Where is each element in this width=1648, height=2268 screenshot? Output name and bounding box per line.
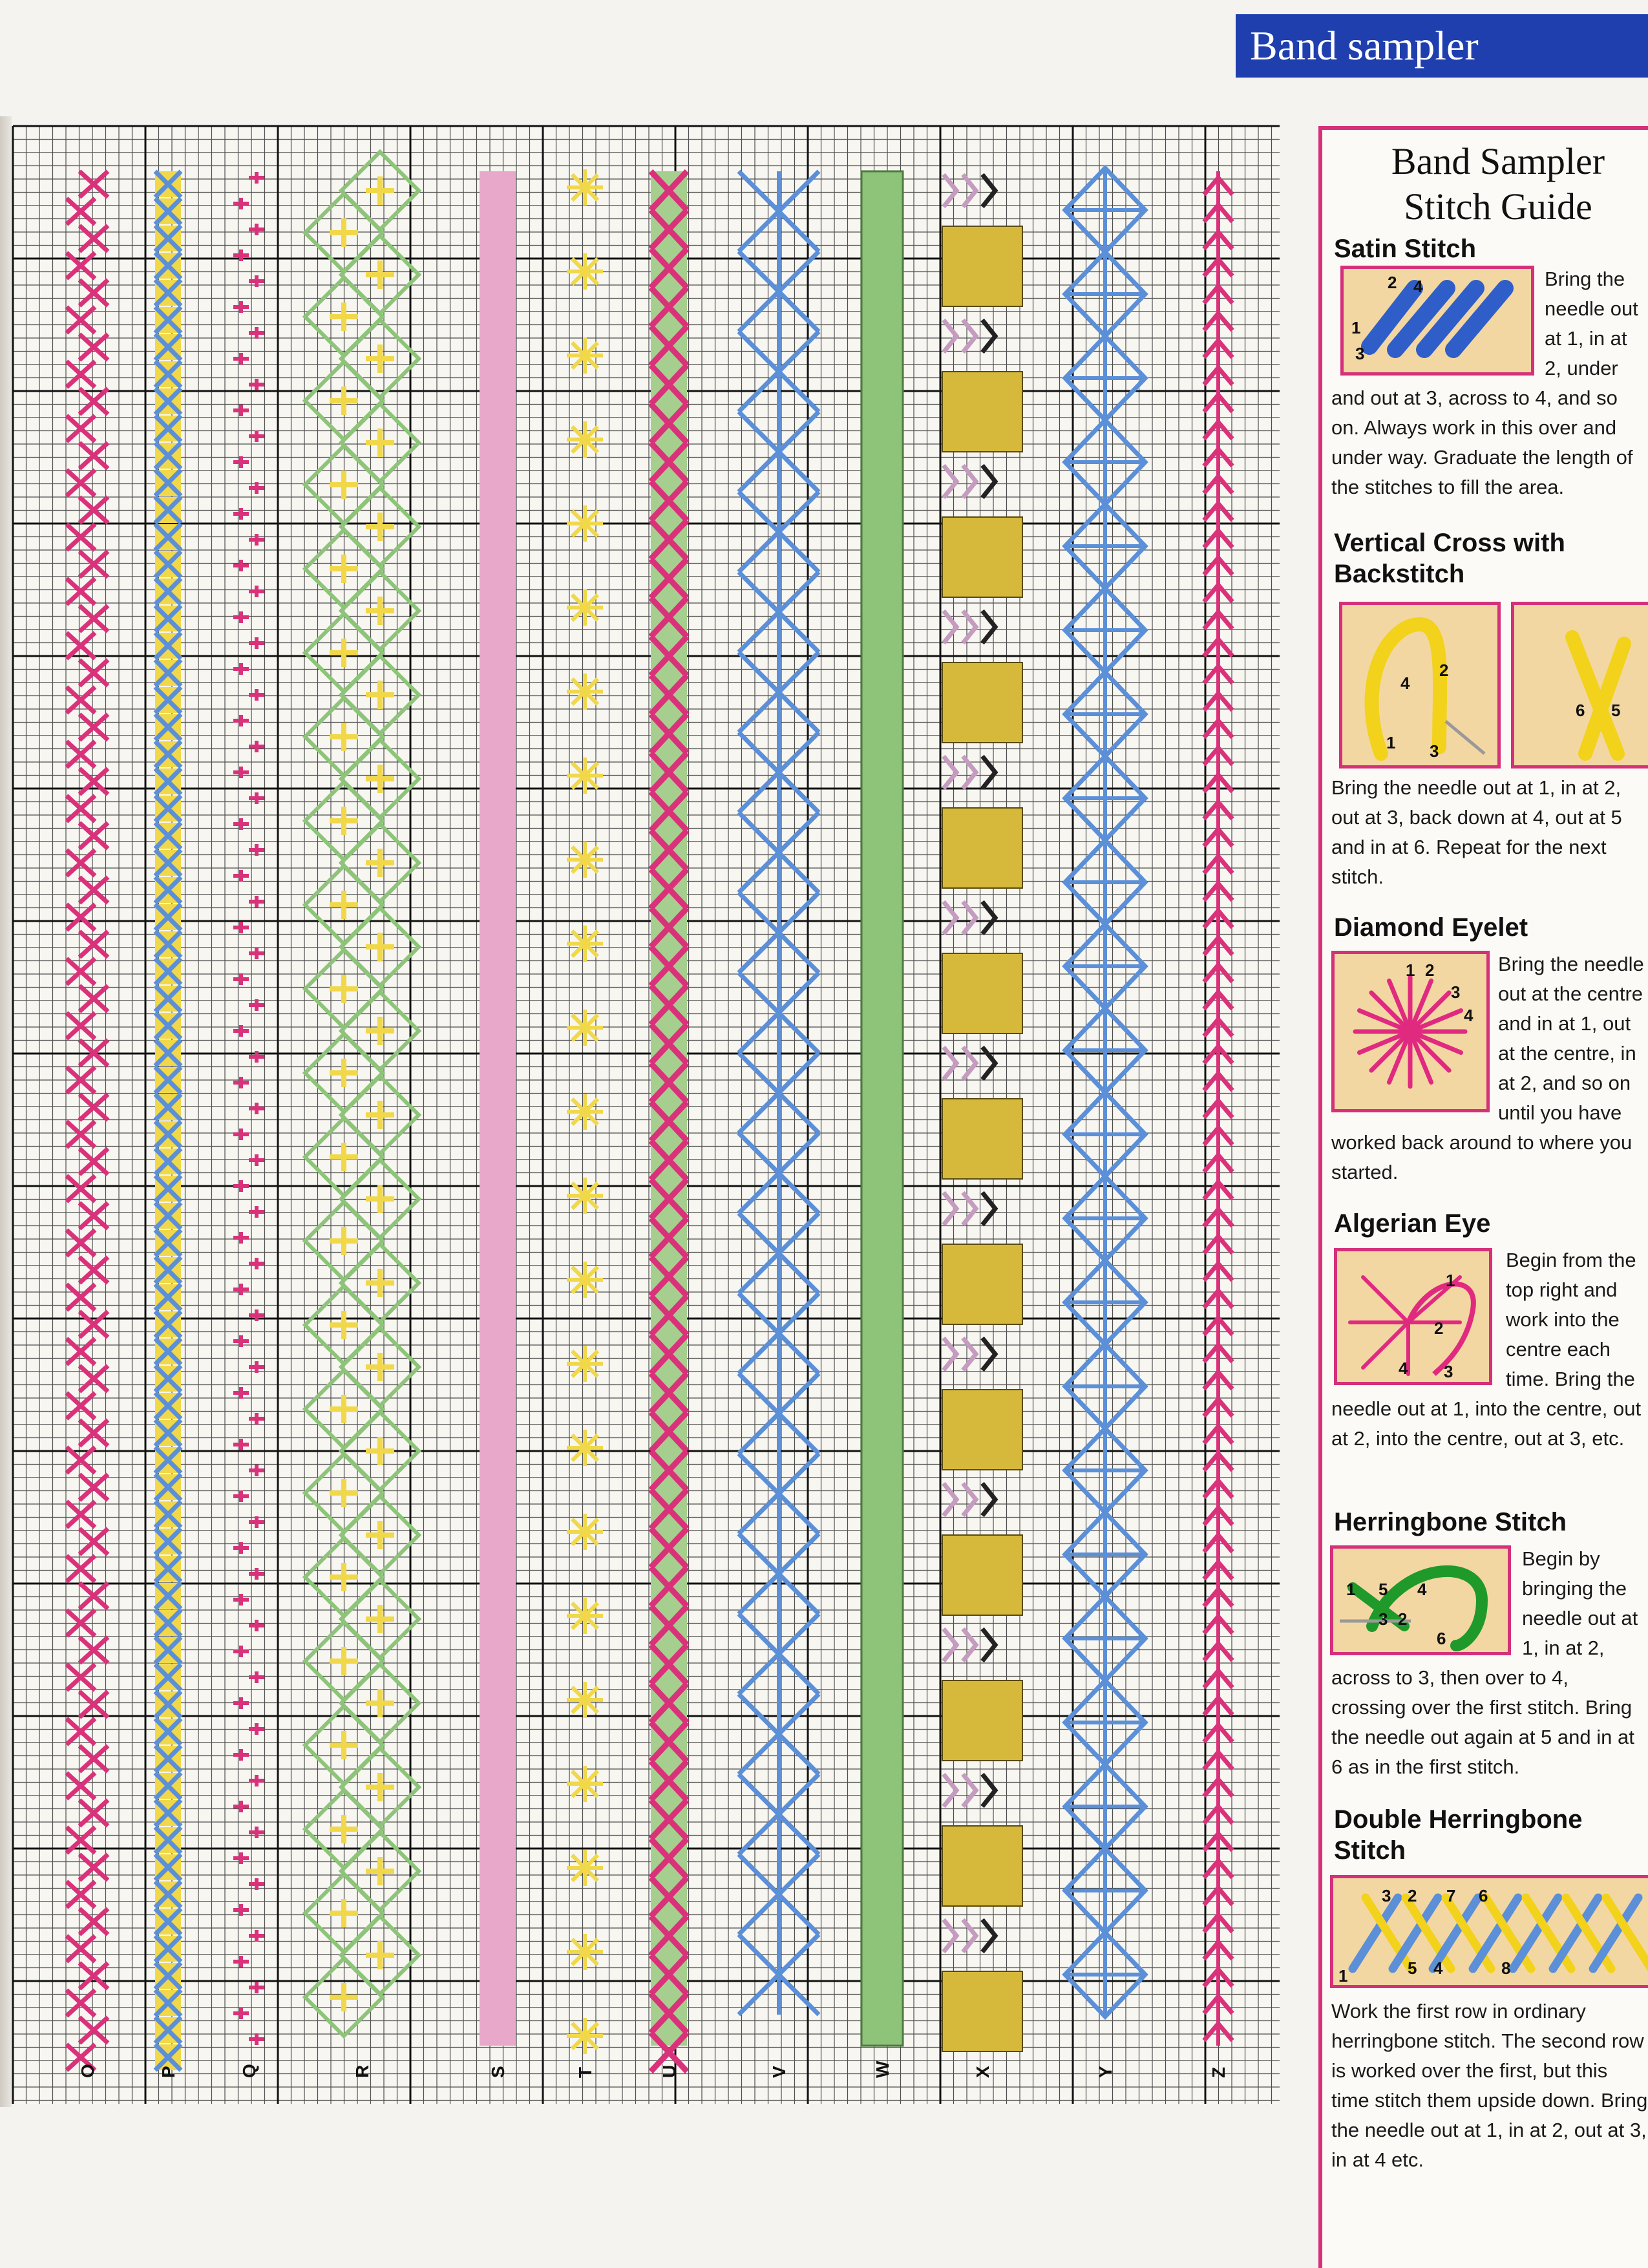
herringbone-heading: Herringbone Stitch	[1334, 1508, 1567, 1536]
stitch-guide-panel	[1318, 126, 1648, 2268]
cross-number: 6	[1576, 701, 1585, 720]
row-letter: W	[872, 2061, 893, 2078]
algerian-number: 1	[1446, 1271, 1455, 1290]
guide-title: Band Sampler Stitch Guide	[1391, 140, 1605, 228]
herringbone-text: Begin by bringing the needle out at 1, in at 2, across to 3, then over to 4, crossing over the first stitch. Bring the needle out again at 5 and in at 6 as in the first stitch.	[1331, 1547, 1638, 1778]
row-letter: Q	[239, 2064, 259, 2078]
herringbone-number: 3	[1379, 1609, 1388, 1629]
diamond-eyelet-heading: Diamond Eyelet	[1334, 913, 1528, 942]
satin-number: 2	[1388, 273, 1397, 292]
row-letter: P	[158, 2066, 178, 2078]
satin-number: 4	[1413, 277, 1423, 296]
row-letter: Z	[1209, 2066, 1229, 2078]
algerian-number: 3	[1444, 1362, 1453, 1381]
row-letter: T	[575, 2066, 595, 2078]
cross-number: 2	[1439, 661, 1449, 680]
row-letter: Y	[1095, 2066, 1115, 2078]
algerian-eye-text: Begin from the top right and work into the centre each time. Bring the needle out at 1, into the centre, out at 2, into the centre, out at 3, etc.	[1331, 1249, 1642, 1450]
herringbone-number: 1	[1346, 1580, 1356, 1599]
eyelet-number: 2	[1425, 960, 1435, 980]
band-t	[567, 169, 603, 2054]
algerian-number: 2	[1434, 1319, 1444, 1338]
cross-number: 1	[1386, 733, 1396, 752]
row-letter: V	[769, 2066, 789, 2078]
eyelet-number: 1	[1406, 960, 1415, 980]
chart-grid	[0, 120, 1286, 2110]
eyelet-number: 4	[1464, 1006, 1474, 1025]
vertical-cross-diagram-1	[1342, 605, 1497, 765]
sampler-chart	[0, 120, 1286, 2110]
herringbone-number: 4	[1417, 1580, 1427, 1599]
cross-number: 4	[1400, 673, 1410, 693]
section-banner	[1236, 14, 1648, 78]
row-letter: O	[78, 2064, 98, 2078]
double-herringbone-number: 5	[1408, 1958, 1417, 1978]
herringbone-number: 2	[1398, 1609, 1408, 1629]
diamond-eyelet-text: Bring the needle out at the centre and in at 1, out at the centre, in at 2, and so on until you have worked back around to where you started.	[1331, 953, 1644, 1183]
double-herringbone-number: 7	[1446, 1886, 1456, 1905]
vertical-cross-heading: Vertical Cross with Backstitch	[1334, 529, 1565, 588]
double-herringbone-number: 1	[1338, 1966, 1348, 1985]
cross-number: 5	[1611, 701, 1621, 720]
band-u	[651, 171, 687, 2072]
band-s	[480, 171, 516, 2046]
herringbone-number: 5	[1379, 1580, 1388, 1599]
satin-number: 3	[1355, 344, 1365, 363]
double-herringbone-diagram	[1333, 1878, 1648, 1985]
satin-number: 1	[1351, 318, 1361, 337]
algerian-number: 4	[1399, 1359, 1408, 1378]
row-letter: S	[488, 2066, 508, 2078]
double-herringbone-number: 2	[1408, 1886, 1417, 1905]
vertical-cross-diagram-2	[1514, 605, 1648, 765]
herringbone-number: 6	[1437, 1629, 1446, 1648]
eyelet-number: 3	[1451, 982, 1461, 1002]
cross-number: 3	[1430, 741, 1439, 761]
row-letter: U	[659, 2064, 679, 2078]
double-herringbone-number: 8	[1501, 1958, 1511, 1978]
vertical-cross-illustration-1	[1339, 602, 1501, 768]
double-herringbone-heading: Double Herringbone Stitch	[1334, 1805, 1583, 1865]
vertical-cross-text: Bring the needle out at 1, in at 2, out at 3, back down at 4, out at 5 and in at 6. Repeat for the next stitch.	[1331, 776, 1622, 888]
row-letter: X	[973, 2066, 993, 2078]
satin-stitch-heading: Satin Stitch	[1334, 235, 1477, 263]
satin-stitch-text: Bring the needle out at 1, in at 2, under and out at 3, across to 4, and so on. Always work in this over and under way. Graduate the length of the stitches to fill the area.	[1331, 268, 1638, 498]
double-herringbone-illustration	[1330, 1875, 1648, 1988]
double-herringbone-number: 4	[1433, 1958, 1443, 1978]
banner-title: Band sampler	[1250, 23, 1479, 69]
row-letter: R	[352, 2064, 372, 2078]
double-herringbone-text: Work the first row in ordinary herringbone stitch. The second row is worked over the first, but this time stitch them upside down. Bring the needle out at 1, in at 2, out at 3, in at 4 etc.	[1331, 2000, 1648, 2171]
vertical-cross-illustration-2	[1511, 602, 1648, 768]
double-herringbone-number: 3	[1382, 1886, 1391, 1905]
band-w	[861, 171, 903, 2046]
double-herringbone-number: 6	[1479, 1886, 1488, 1905]
algerian-eye-heading: Algerian Eye	[1334, 1209, 1491, 1238]
